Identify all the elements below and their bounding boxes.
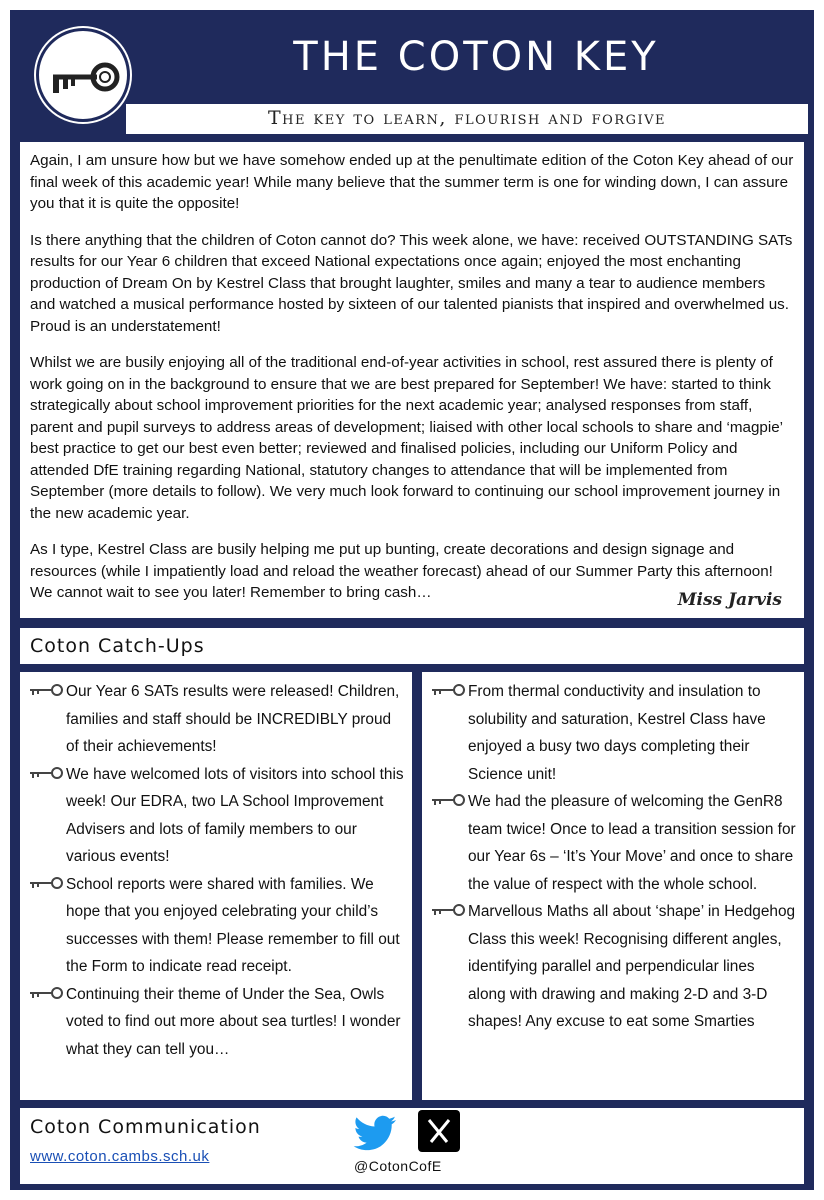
x-glyph-icon [418, 1110, 460, 1152]
list-item-text: Our Year 6 SATs results were released! Children, families and staff should be INCREDIBLY proud of their achievements! [66, 683, 400, 755]
list-item [28, 761, 404, 871]
x-logo-icon[interactable] [418, 1110, 460, 1152]
catch-ups-left-column [20, 672, 412, 1100]
key-bullet-icon [430, 903, 468, 917]
masthead [16, 16, 808, 134]
key-bullet-icon [430, 683, 468, 697]
letter-paragraph: Whilst we are busily enjoying all of the traditional end-of-year activities in school, rest assured there is plenty of work going on in the background to ensure that we are best prepared for September! We have: started to think strategically about school improvement priorities for the next academic year; analysed responses from staff, parent and pupil surveys to address areas of development; liaised with other local schools to share and ‘magpie’ best practice to get our best even better; reviewed and finalised policies, including our Uniform Policy and attended DfE training regarding National, statutory changes to attendance that will be implemented from September (more details to follow). We very much look forward to continuing our school improvement journey in the new academic year. [30, 354, 783, 522]
list-item [28, 981, 404, 1064]
list-item-text: Marvellous Maths all about ‘shape’ in Hedgehog Class this week! Recognising different angles, identifying parallel and perpendicular lines along with drawing and making 2-D and 3-D shapes! Any excuse to eat some Smarties [468, 903, 796, 1030]
list-item [28, 678, 404, 761]
signature: Miss Jarvis [672, 590, 782, 610]
list-item-text: From thermal conductivity and insulation to solubility and saturation, Kestrel Class have enjoyed a busy two days completing their Science unit! [468, 683, 766, 783]
tagline: The key to learn, flourish and forgive [267, 107, 667, 129]
catch-ups-right-column [422, 672, 804, 1100]
key-bullet-icon [430, 793, 468, 807]
section-title: Coton Catch-Ups [30, 635, 205, 657]
school-logo [36, 28, 130, 122]
catch-ups-header [20, 628, 804, 664]
letter-paragraph: Is there anything that the children of Coton cannot do? This week alone, we have: received OUTSTANDING SATs results for our Year 6 children that exceed National expectations once again; enjoyed the most enchanting production of Dream On by Kestrel Class that brought laughter, smiles and many a tear to audience members and watched a musical performance hosted by sixteen of our talented pianists that inspired and overwhelmed us. Proud is an understatement! [30, 231, 793, 335]
list-item [430, 678, 796, 788]
website-link[interactable]: www.coton.cambs.sch.uk [30, 1148, 210, 1165]
key-bullet-icon [28, 683, 66, 697]
newsletter-title: THE COTON KEY [293, 34, 659, 80]
headteacher-letter [20, 142, 804, 618]
key-bullet-icon [28, 766, 66, 780]
footer-title: Coton Communication [30, 1116, 261, 1138]
list-item [430, 788, 796, 898]
list-item [430, 898, 796, 1036]
tagline-banner [126, 104, 808, 134]
key-logo-icon [45, 37, 125, 117]
letter-paragraph: As I type, Kestrel Class are busily helping me put up bunting, create decorations and design signage and resources (while I impatiently load and reload the weather forecast) ahead of our Summer Party this afternoon! We cannot wait to see you later! Remember to bring cash… [30, 541, 773, 601]
list-item-text: Continuing their theme of Under the Sea, Owls voted to find out more about sea turtles! I wonder what they can tell you… [66, 985, 401, 1058]
key-bullet-icon [28, 986, 66, 1000]
list-item-text: School reports were shared with families. We hope that you enjoyed celebrating your child’s successes with them! Please remember to fill out the Form to indicate read receipt. [66, 875, 400, 975]
list-item-text: We have welcomed lots of visitors into school this week! Our EDRA, two LA School Improvement Advisers and lots of family members to our various events! [66, 765, 404, 865]
footer [20, 1108, 804, 1184]
twitter-bird-icon[interactable] [352, 1114, 398, 1154]
letter-paragraph: Again, I am unsure how but we have somehow ended up at the penultimate edition of the Coton Key ahead of our final week of this academic year! While many believe that the summer term is one for winding down, I can assure you that it is quite the opposite! [30, 152, 794, 212]
list-item-text: We had the pleasure of welcoming the GenR8 team twice! Once to lead a transition session for our Year 6s – ‘It’s Your Move’ and once to share the value of respect with the whole school. [468, 793, 796, 893]
key-bullet-icon [28, 876, 66, 890]
social-handle: @CotonCofE [354, 1158, 442, 1174]
list-item [28, 871, 404, 981]
